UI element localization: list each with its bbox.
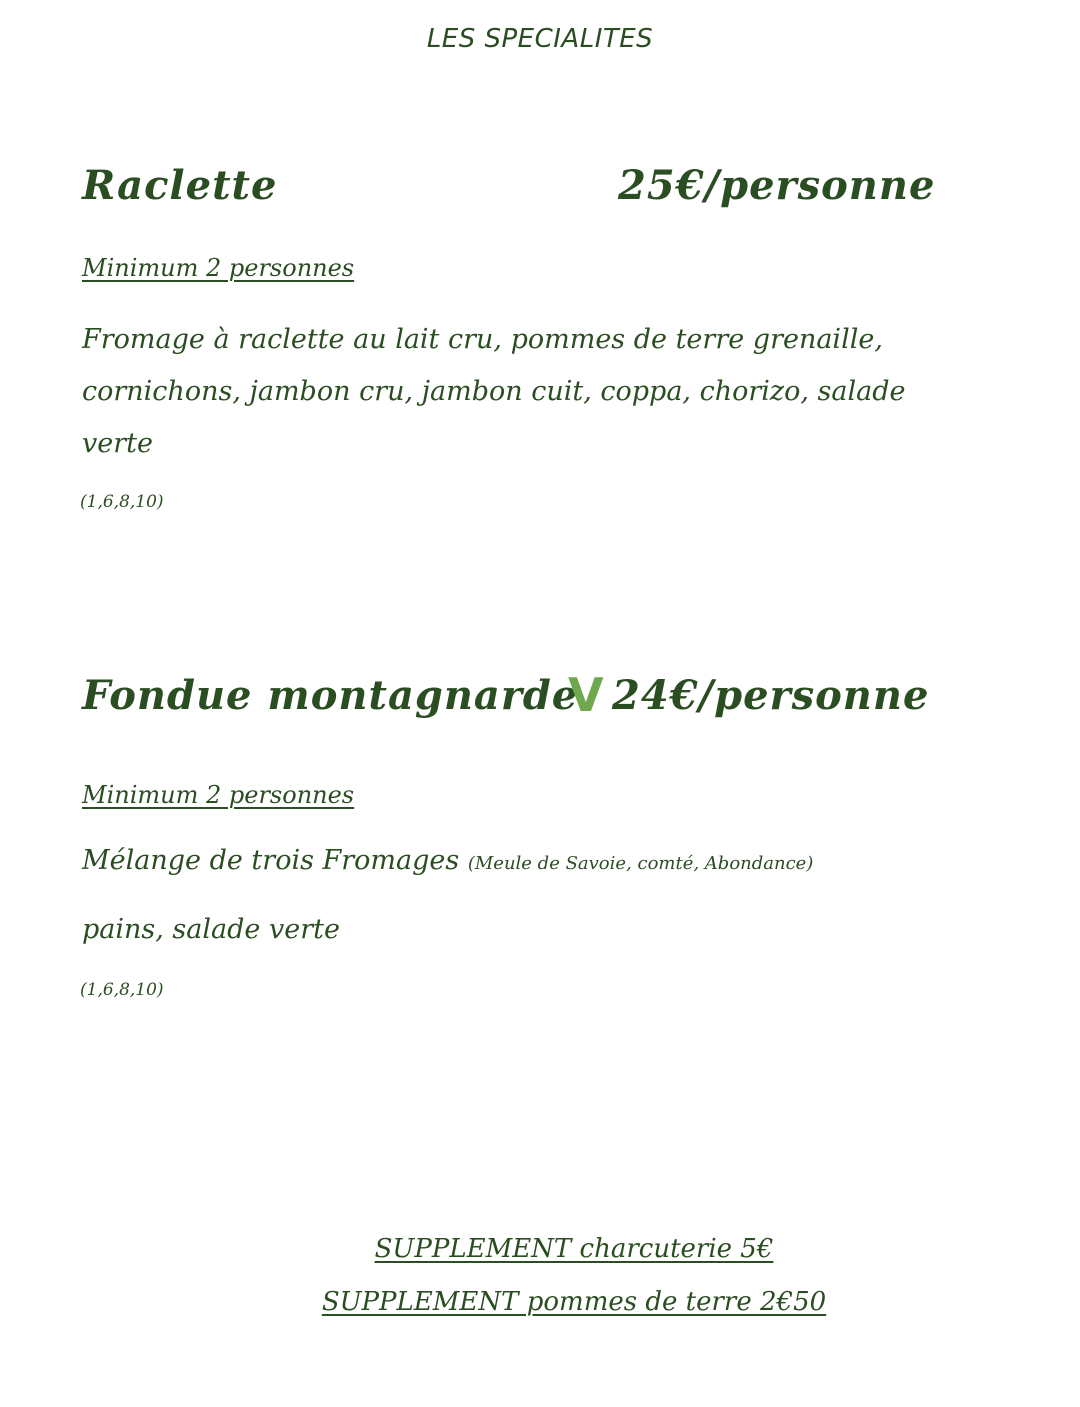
fondue-description-line: pains, salade verte [82, 914, 340, 945]
raclette-description-line: cornichons, jambon cru, jambon cuit, coppa, chorizo, salade [82, 376, 906, 407]
fondue-allergens: (1,6,8,10) [80, 980, 164, 1000]
raclette-minimum: Minimum 2 personnes [82, 254, 355, 282]
raclette-description [82, 314, 982, 470]
supplement-charcuterie: SUPPLEMENT charcuterie 5€ [374, 1234, 774, 1264]
raclette-allergens: (1,6,8,10) [80, 492, 164, 512]
supplement-pommes: SUPPLEMENT pommes de terre 2€50 [321, 1287, 827, 1317]
vegetarian-icon: V [568, 668, 604, 722]
fondue-minimum: Minimum 2 personnes [82, 781, 355, 809]
fondue-price: 24€/personne [612, 672, 930, 719]
fondue-description-detail: (Meule de Savoie, comté, Abondance) [467, 853, 814, 874]
page-title: LES SPECIALITES [426, 24, 654, 54]
raclette-description-line: Fromage à raclette au lait cru, pommes de terre grenaille, [82, 324, 883, 355]
raclette-name: Raclette [82, 162, 278, 209]
raclette-price: 25€/personne [618, 162, 936, 209]
fondue-description-main: Mélange de trois Fromages [82, 845, 460, 876]
raclette-description-line: verte [82, 428, 153, 459]
fondue-description [82, 845, 813, 876]
fondue-name: Fondue montagnarde [82, 672, 579, 719]
